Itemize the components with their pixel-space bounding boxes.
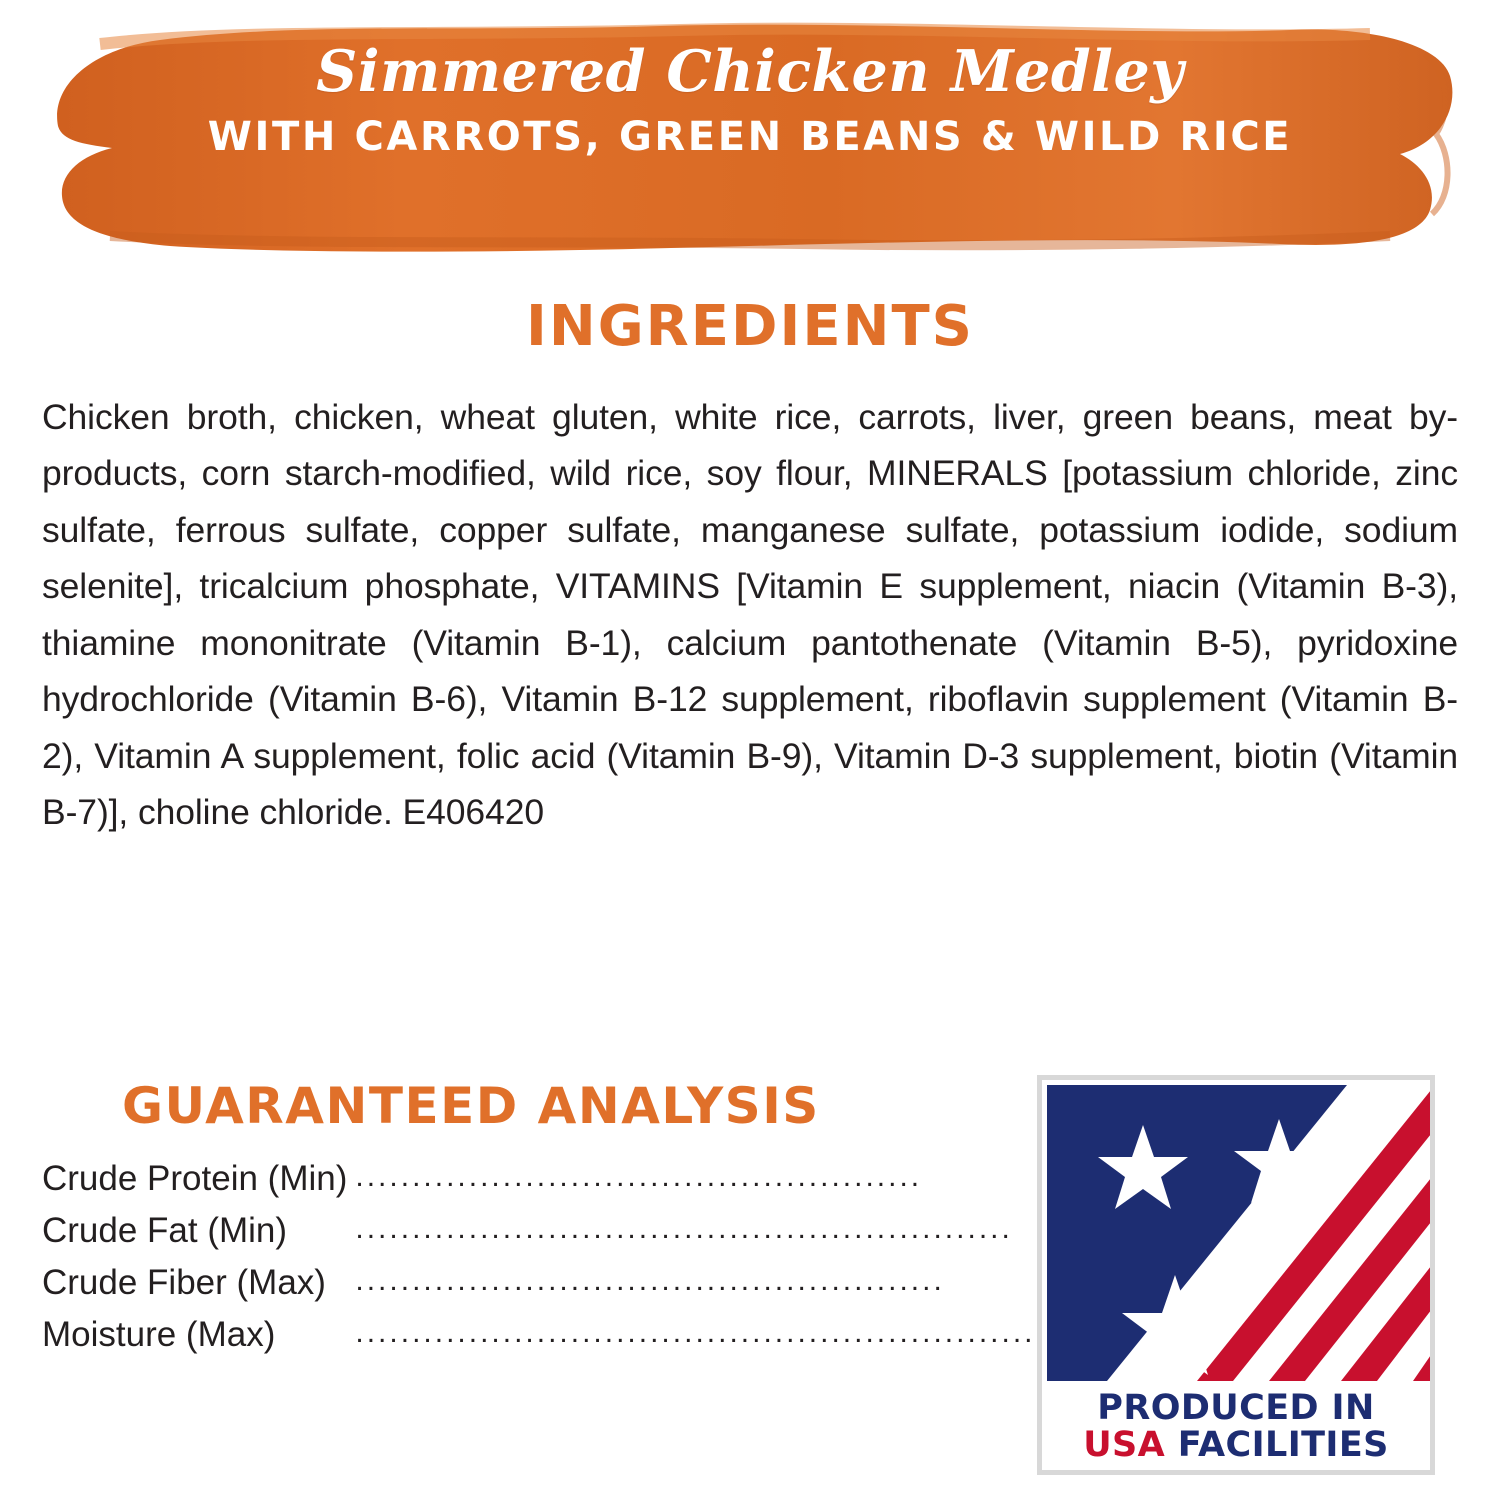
table-row (42, 1257, 1145, 1309)
usa-badge-caption (1042, 1387, 1430, 1465)
guaranteed-analysis-table (42, 1153, 1145, 1361)
produced-in-usa-badge (1037, 1075, 1435, 1475)
table-row (42, 1309, 1145, 1361)
bottom-section (0, 1055, 1500, 1500)
usa-badge-facilities-text: FACILITIES (1165, 1424, 1389, 1465)
table-row (42, 1205, 1145, 1257)
ingredients-text: Chicken broth, chicken, wheat gluten, white rice, carrots, liver, green beans, meat by-products, corn starch-modified, wild rice, soy flour, MINERALS [potassium chloride, zinc sulfate, ferrous sulfate, copper sulfate, manganese sulfate, potassium iodide, sodium selenite], tricalcium phosphate, VITAMINS [Vitamin E supplement, niacin (Vitamin B-3), thiamine mononitrate (Vitamin B-1), calcium pantothenate (Vitamin B-5), pyridoxine hydrochloride (Vitamin B-6), Vitamin B-12 supplement, riboflavin supplement (Vitamin B-2), Vitamin A supplement, folic acid (Vitamin B-9), Vitamin D-3 supplement, biotin (Vitamin B-7)], choline chloride. E406420 (42, 397, 1458, 833)
usa-badge-line1: PRODUCED IN (1097, 1387, 1375, 1428)
usa-flag-icon (1047, 1085, 1435, 1381)
product-banner (0, 0, 1500, 270)
ga-label: Moisture (Max) (42, 1315, 276, 1354)
ga-dot-leader: .................................................... (355, 1264, 945, 1297)
usa-badge-usa-text: USA (1083, 1424, 1166, 1465)
product-title: Simmered Chicken Medley (316, 38, 1184, 105)
ga-dot-leader: .................................................. (355, 1160, 923, 1193)
ga-dot-leader: ............................................................ (355, 1316, 1036, 1349)
guaranteed-analysis-block (0, 1055, 1036, 1361)
banner-text-group (0, 0, 1500, 270)
usa-badge-line2 (1042, 1424, 1430, 1465)
table-row (42, 1153, 1145, 1205)
ga-dot-leader: .......................................................... (355, 1212, 1013, 1245)
ga-label: Crude Fat (Min) (42, 1211, 288, 1250)
ga-label: Crude Fiber (Max) (42, 1263, 326, 1302)
ga-label: Crude Protein (Min) (42, 1159, 348, 1198)
ingredients-heading: INGREDIENTS (525, 294, 974, 359)
guaranteed-analysis-heading: GUARANTEED ANALYSIS (122, 1077, 820, 1135)
product-subtitle: WITH CARROTS, GREEN BEANS & WILD RICE (207, 113, 1293, 160)
